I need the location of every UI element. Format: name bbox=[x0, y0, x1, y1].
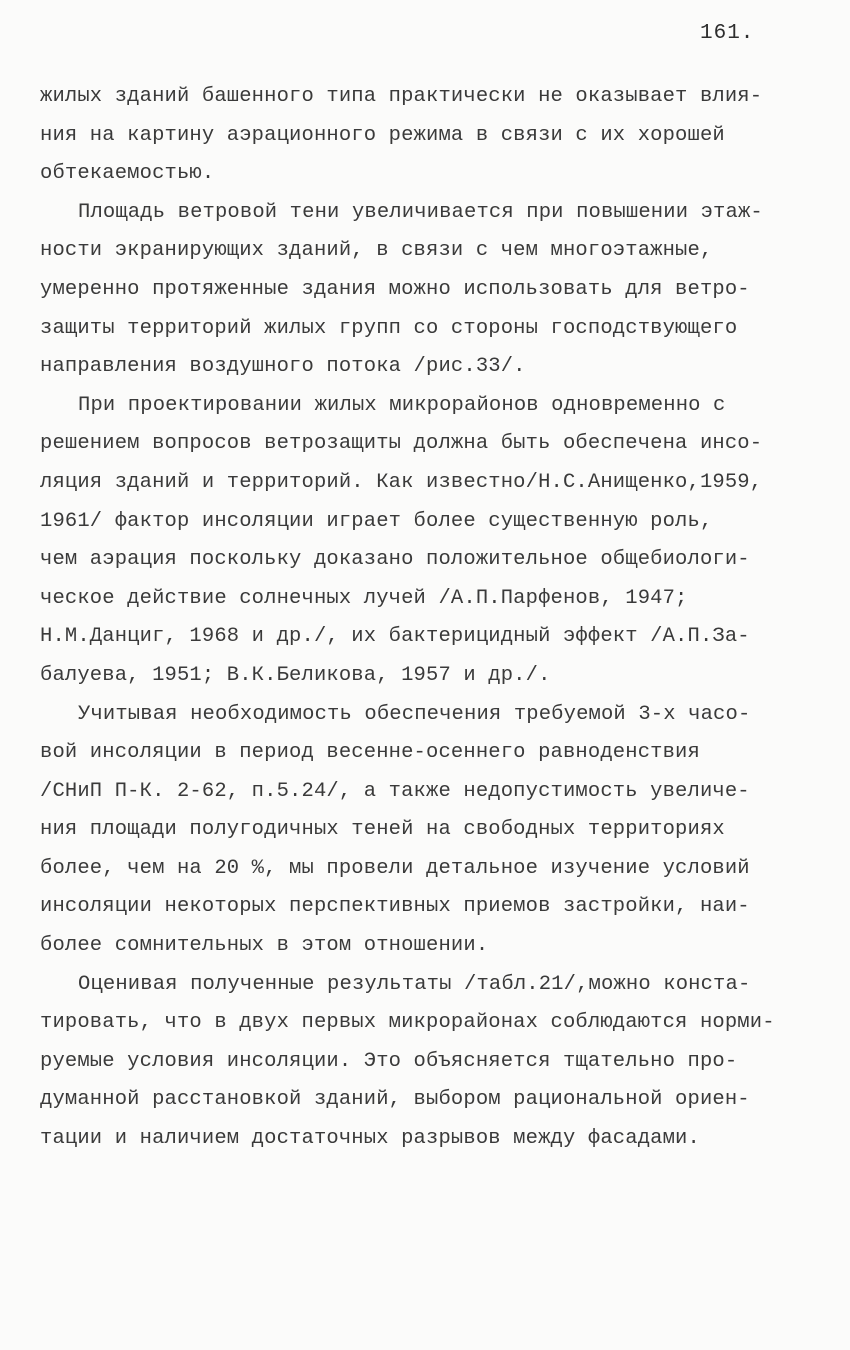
text-line: ческое действие солнечных лучей /А.П.Парфенов, 1947; bbox=[40, 586, 688, 610]
paragraph bbox=[40, 194, 820, 387]
text-line: Н.М.Данциг, 1968 и др./, их бактерицидный эффект /А.П.За- bbox=[40, 625, 750, 649]
text-line: руемые условия инсоляции. Это объясняется тщательно про- bbox=[40, 1049, 738, 1073]
text-line: /СНиП П-К. 2-62, п.5.24/, а также недопустимость увеличе- bbox=[40, 779, 750, 803]
text-line: более, чем на 20 %, мы провели детальное изучение условий bbox=[40, 856, 750, 880]
text-line: тации и наличием достаточных разрывов между фасадами. bbox=[40, 1127, 700, 1151]
page-number: 161. bbox=[700, 22, 755, 45]
text-line: ния на картину аэрационного режима в связи с их хорошей bbox=[40, 123, 725, 147]
text-line: умеренно протяженные здания можно использовать для ветро- bbox=[40, 277, 750, 301]
text-line: При проектировании жилых микрорайонов одновременно с bbox=[78, 393, 726, 417]
body-text bbox=[40, 78, 820, 1159]
text-line: 1961/ фактор инсоляции играет более существенную роль, bbox=[40, 509, 713, 533]
text-line: ляция зданий и территорий. Как известно/Н.С.Анищенко,1959, bbox=[40, 470, 763, 494]
text-line: направления воздушного потока /рис.33/. bbox=[40, 355, 526, 379]
text-line: Площадь ветровой тени увеличивается при повышении этаж- bbox=[78, 200, 763, 224]
text-line: более сомнительных в этом отношении. bbox=[40, 934, 489, 958]
text-line: инсоляции некоторых перспективных приемов застройки, наи- bbox=[40, 895, 750, 919]
text-line: ности экранирующих зданий, в связи с чем многоэтажные, bbox=[40, 239, 713, 263]
paragraph bbox=[40, 696, 820, 966]
text-line: балуева, 1951; В.К.Беликова, 1957 и др./. bbox=[40, 663, 551, 687]
text-line: Оценивая полученные результаты /табл.21/,можно конста- bbox=[78, 972, 751, 996]
text-line: решением вопросов ветрозащиты должна быть обеспечена инсо- bbox=[40, 432, 763, 456]
text-line: тировать, что в двух первых микрорайонах соблюдаются норми- bbox=[40, 1011, 775, 1035]
text-line: защиты территорий жилых групп со стороны господствующего bbox=[40, 316, 738, 340]
text-line: чем аэрация поскольку доказано положительное общебиологи- bbox=[40, 548, 750, 572]
text-line: Учитывая необходимость обеспечения требуемой 3-х часо- bbox=[78, 702, 751, 726]
text-line: обтекаемостью. bbox=[40, 162, 215, 186]
paragraph bbox=[40, 78, 820, 194]
paragraph bbox=[40, 387, 820, 696]
text-line: вой инсоляции в период весенне-осеннего равноденствия bbox=[40, 741, 700, 765]
text-line: жилых зданий башенного типа практически не оказывает влия- bbox=[40, 85, 763, 108]
paragraph bbox=[40, 966, 820, 1159]
text-line: ния площади полугодичных теней на свободных территориях bbox=[40, 818, 725, 842]
text-line: думанной расстановкой зданий, выбором рациональной ориен- bbox=[40, 1088, 750, 1112]
